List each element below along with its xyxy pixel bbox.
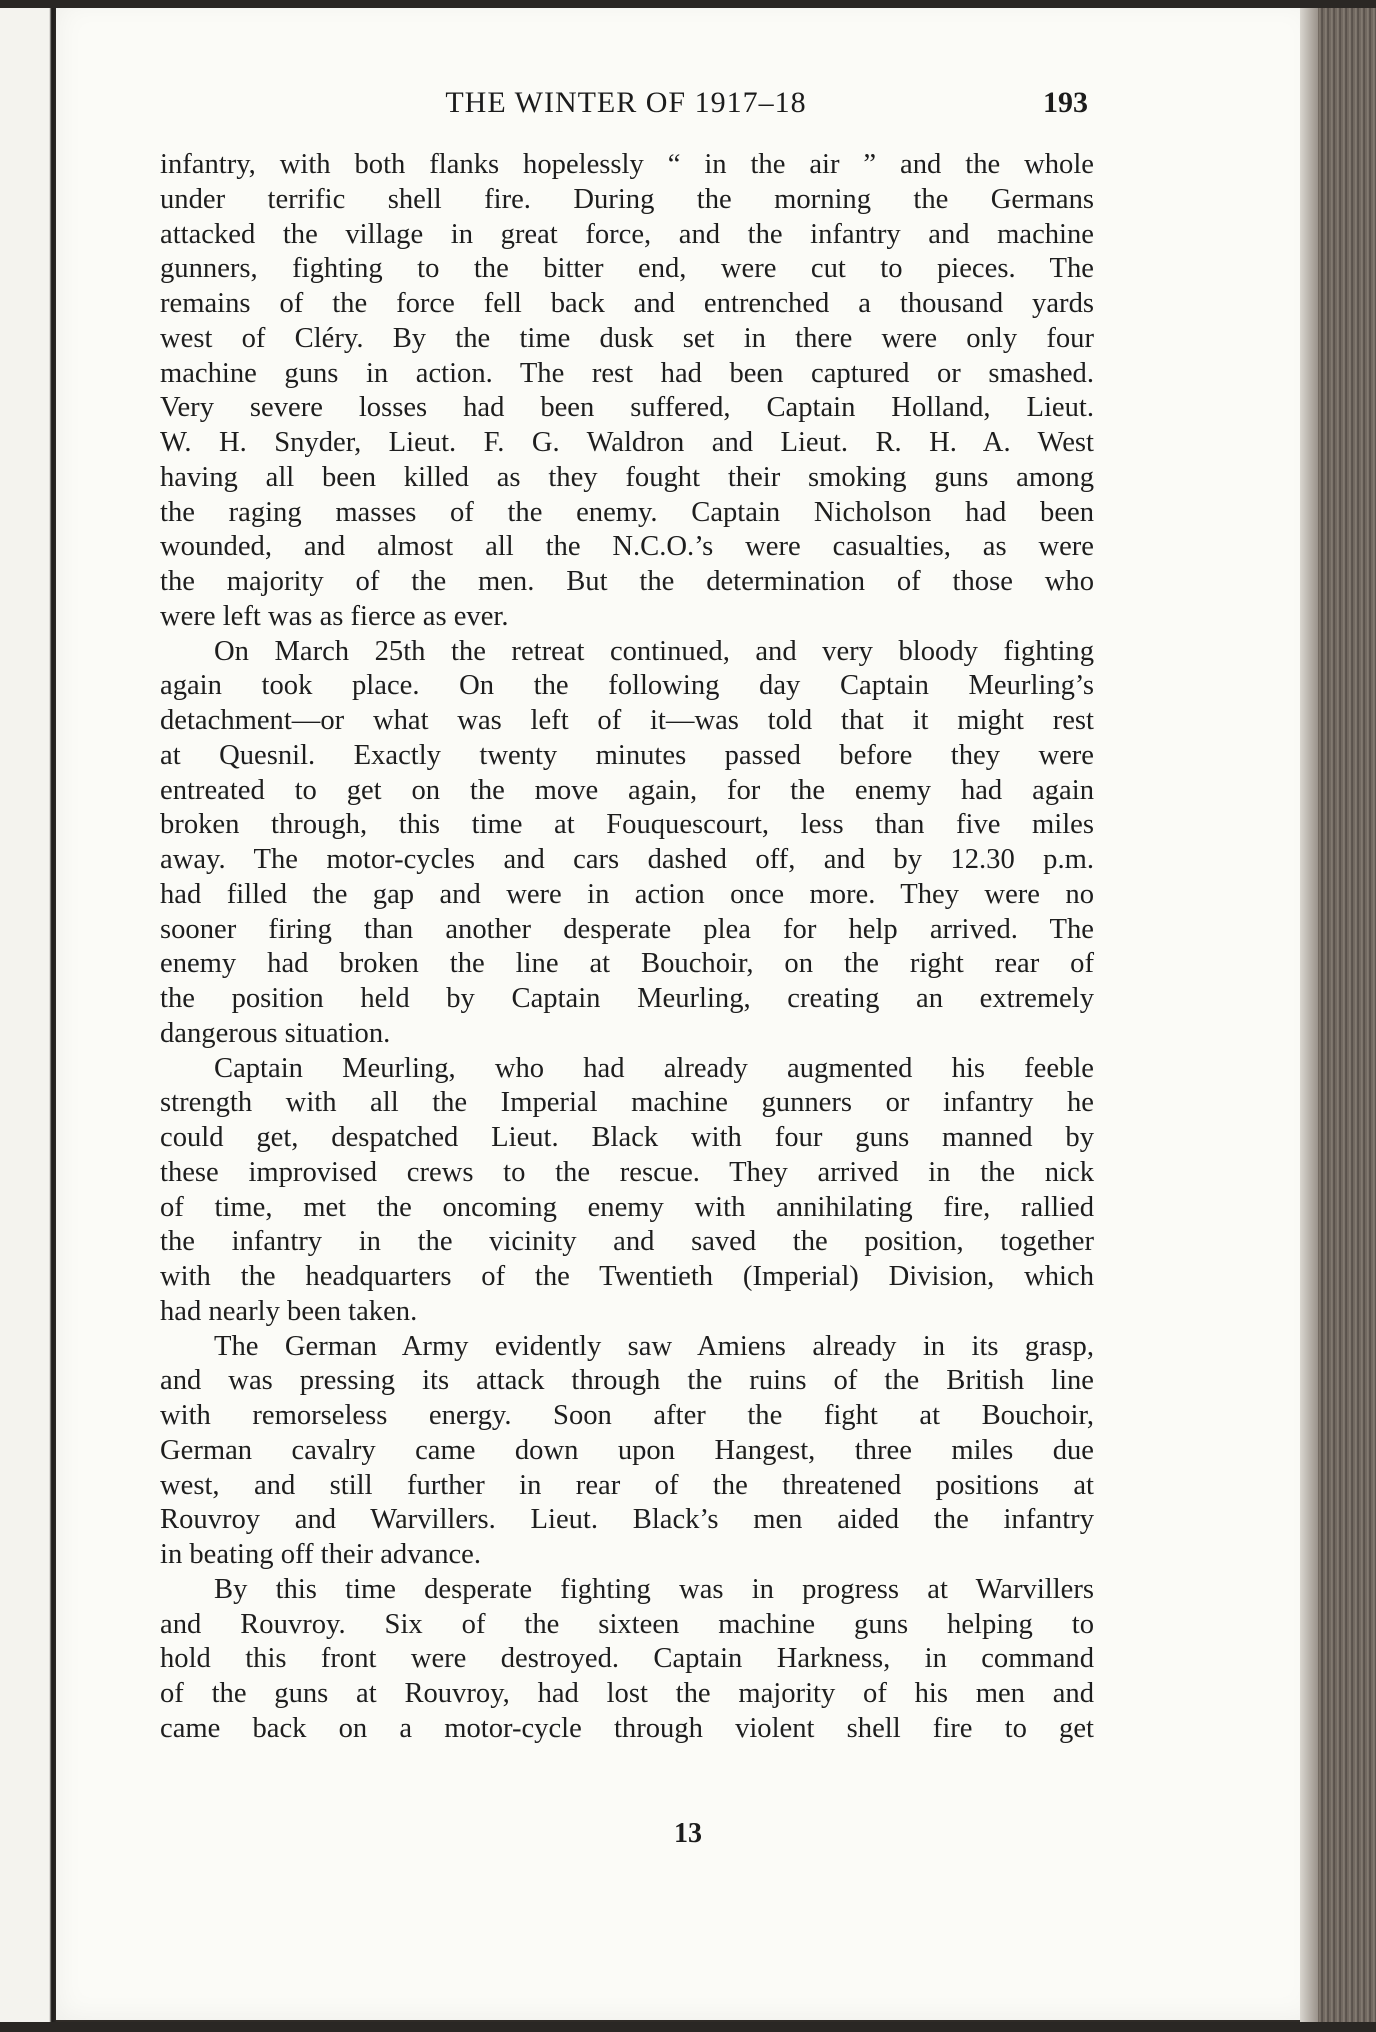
text-line: sooner firing than another desperate plea for help arrived. The xyxy=(160,913,1094,945)
text-line: Rouvroy and Warvillers. Lieut. Black’s men aided the infantry xyxy=(160,1504,1094,1536)
text-line: the position held by Captain Meurling, creating an extremely xyxy=(160,983,1094,1014)
text-line: the infantry in the vicinity and saved the position, together xyxy=(160,1226,1094,1258)
text-line: the majority of the men. But the determination of those who xyxy=(160,566,1094,597)
text-line: infantry, with both flanks hopelessly “ in the air ” and the whole xyxy=(160,149,1094,180)
text-line: enemy had broken the line at Bouchoir, on the right rear of xyxy=(160,948,1094,980)
text-line: had filled the gap and were in action once more. They were no xyxy=(160,878,1094,910)
text-line: west of Cléry. By the time dusk set in there were only four xyxy=(160,322,1094,354)
text-line: were left was as fierce as ever. xyxy=(160,600,509,632)
text-line: could get, despatched Lieut. Black with four guns manned by xyxy=(160,1122,1094,1153)
text-line: with remorseless energy. Soon after the fight at Bouchoir, xyxy=(160,1400,1094,1431)
text-line: with the headquarters of the Twentieth (Imperial) Division, which xyxy=(160,1261,1094,1292)
book-page-edges xyxy=(1300,0,1376,2032)
text-line: On March 25th the retreat continued, and very bloody fighting xyxy=(214,635,1094,667)
text-line: By this time desperate fighting was in progress at Warvillers xyxy=(214,1573,1094,1605)
facing-page-edge xyxy=(0,0,56,2032)
text-line: and Rouvroy. Six of the sixteen machine guns helping to xyxy=(160,1608,1094,1640)
text-line: The German Army evidently saw Amiens already in its grasp, xyxy=(214,1330,1094,1362)
signature-mark: 13 xyxy=(674,1818,702,1849)
running-title: THE WINTER OF 1917–18 xyxy=(445,86,807,119)
text-line: away. The motor-cycles and cars dashed off, and by 12.30 p.m. xyxy=(160,844,1094,875)
paragraph-4 xyxy=(160,1330,1094,1573)
text-line: the raging masses of the enemy. Captain Nicholson had been xyxy=(160,496,1094,528)
text-line: W. H. Snyder, Lieut. F. G. Waldron and Lieut. R. H. A. West xyxy=(160,427,1094,458)
page-number: 193 xyxy=(1043,86,1088,119)
text-line: under terrific shell fire. During the morning the Germans xyxy=(160,183,1094,215)
text-line: remains of the force fell back and entrenched a thousand yards xyxy=(160,288,1094,319)
text-line: Captain Meurling, who had already augmented his feeble xyxy=(214,1052,1094,1084)
text-line: entreated to get on the move again, for the enemy had again xyxy=(160,774,1094,806)
text-line: had nearly been taken. xyxy=(160,1295,418,1327)
text-line: attacked the village in great force, and the infantry and machine xyxy=(160,218,1094,250)
text-line: Very severe losses had been suffered, Captain Holland, Lieut. xyxy=(160,392,1094,424)
paragraph-5 xyxy=(160,1573,1094,1747)
text-line: these improvised crews to the rescue. They arrived in the nick xyxy=(160,1156,1094,1188)
text-line: of the guns at Rouvroy, had lost the majority of his men and xyxy=(160,1678,1094,1709)
body-text xyxy=(160,148,1094,1747)
text-line: west, and still further in rear of the threatened positions at xyxy=(160,1469,1094,1501)
scan-bottom-border xyxy=(0,2022,1376,2032)
text-line: German cavalry came down upon Hangest, three miles due xyxy=(160,1434,1094,1466)
text-line: at Quesnil. Exactly twenty minutes passed before they were xyxy=(160,739,1094,771)
text-line: having all been killed as they fought their smoking guns among xyxy=(160,461,1094,493)
text-line: dangerous situation. xyxy=(160,1017,391,1049)
text-line: in beating off their advance. xyxy=(160,1539,482,1570)
text-line: and was pressing its attack through the ruins of the British line xyxy=(160,1365,1094,1397)
text-line: again took place. On the following day Captain Meurling’s xyxy=(160,670,1094,702)
paragraph-2 xyxy=(160,635,1094,1052)
paragraph-1 xyxy=(160,148,1094,635)
text-line: wounded, and almost all the N.C.O.’s were casualties, as were xyxy=(160,531,1094,563)
paragraph-3 xyxy=(160,1052,1094,1330)
scan-top-border xyxy=(0,0,1376,8)
text-line: broken through, this time at Fouquescourt, less than five miles xyxy=(160,809,1094,841)
text-line: came back on a motor-cycle through violent shell fire to get xyxy=(160,1712,1094,1744)
text-line: machine guns in action. The rest had been captured or smashed. xyxy=(160,357,1094,389)
text-line: gunners, fighting to the bitter end, were cut to pieces. The xyxy=(160,253,1094,285)
text-line: of time, met the oncoming enemy with annihilating fire, rallied xyxy=(160,1191,1094,1223)
text-line: strength with all the Imperial machine gunners or infantry he xyxy=(160,1087,1094,1119)
text-line: detachment—or what was left of it—was told that it might rest xyxy=(160,705,1094,736)
running-header xyxy=(164,86,1088,126)
text-line: hold this front were destroyed. Captain Harkness, in command xyxy=(160,1643,1094,1675)
